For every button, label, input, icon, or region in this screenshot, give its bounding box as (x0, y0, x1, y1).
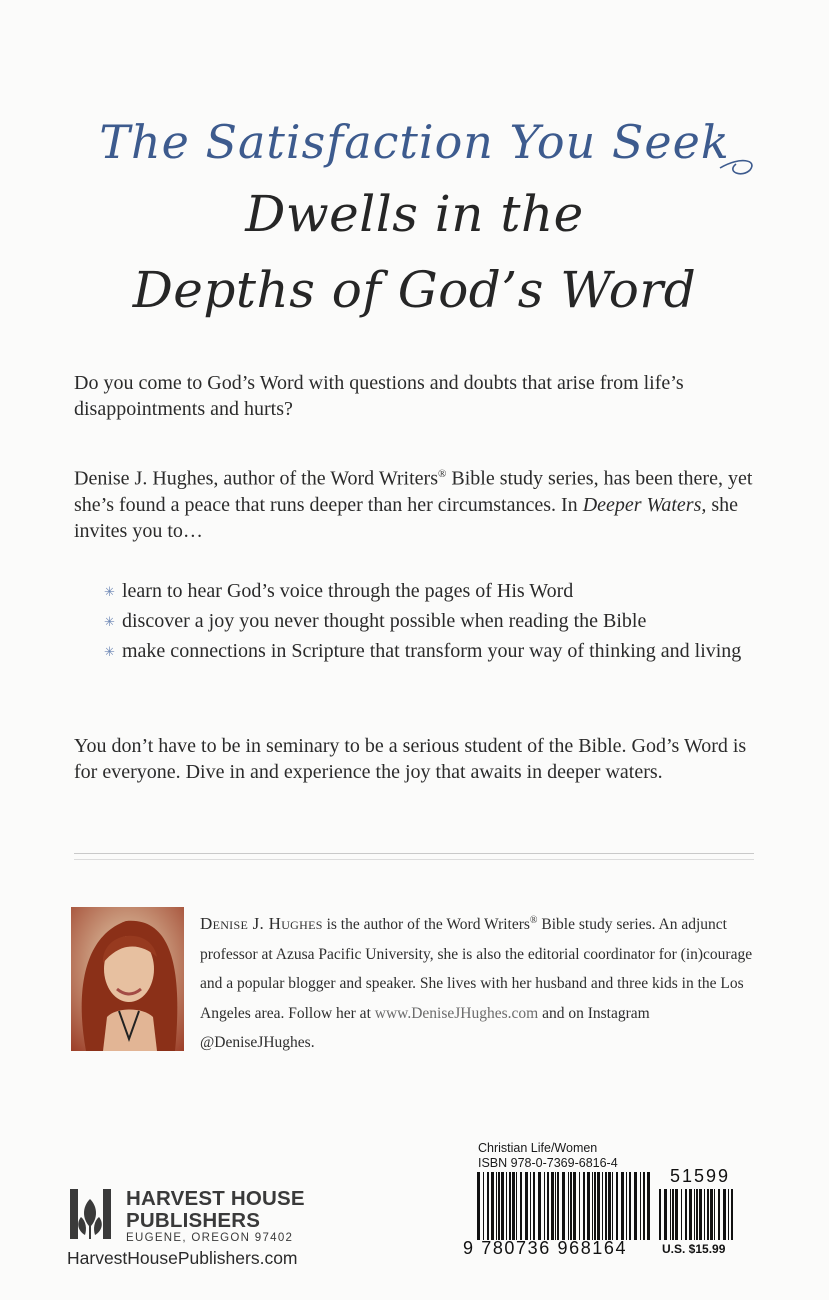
barcode-bar (544, 1172, 545, 1240)
category-block (478, 1141, 618, 1171)
barcode-bar (555, 1172, 556, 1240)
barcode-bar (538, 1172, 541, 1240)
list-item-text: learn to hear God’s voice through the pages of His Word (122, 580, 574, 602)
barcode-bar (506, 1172, 507, 1240)
barcode-bar (501, 1172, 504, 1240)
barcode-bar (608, 1172, 611, 1240)
barcode-bar (626, 1172, 627, 1240)
publisher-website-link[interactable]: HarvestHousePublishers.com (67, 1248, 298, 1268)
barcode-bar (605, 1172, 607, 1240)
barcode-digits: 9 780736 968164 (463, 1238, 628, 1258)
barcode-bar (573, 1172, 576, 1240)
barcode-bar (629, 1172, 631, 1240)
barcode-bar (723, 1189, 726, 1240)
barcode-bar (728, 1189, 729, 1240)
barcode-bar (557, 1172, 559, 1240)
barcode-bar (694, 1189, 695, 1240)
publisher-name (126, 1188, 305, 1232)
author-bio-part-2: Bible study series. An adjunct professor at Azusa Pacific University, she is also the editorial coordinator for (in)courage and a popular blogger and speaker. She lives with her husband and three kids in the Los Angeles area. Follow her at (200, 916, 753, 1022)
barcode-bar (664, 1189, 667, 1240)
intro-paragraph: Do you come to God’s Word with questions and doubts that arise from life’s disappointments and hurts? (74, 372, 684, 420)
registered-mark: ® (438, 468, 447, 480)
list-item-text: make connections in Scripture that transform your way of thinking and living (122, 640, 742, 662)
barcode-bar (587, 1172, 590, 1240)
barcode-bar (520, 1172, 522, 1240)
barcode-bar (681, 1189, 682, 1240)
barcode-bar (547, 1172, 549, 1240)
author-name: Denise J. Hughes (200, 914, 323, 934)
barcode-bar (672, 1189, 674, 1240)
price-addon-digits: 51599 (669, 1166, 731, 1186)
category-label: Christian Life/Women (478, 1141, 598, 1155)
publisher-location: EUGENE, OREGON 97402 (126, 1232, 294, 1244)
barcode-bar (491, 1172, 494, 1240)
harvest-house-logo-icon (68, 1187, 113, 1243)
barcode-bar (718, 1189, 720, 1240)
barcode-bar (643, 1172, 645, 1240)
list-item (104, 608, 754, 634)
author-bio (200, 906, 760, 1058)
barcode-bar (670, 1189, 671, 1240)
headline-flourish (90, 150, 760, 180)
headline-line-1: The Satisfaction You Seek (99, 115, 730, 169)
author-photo (71, 907, 184, 1051)
headline-line-2: Dwells in the (245, 185, 584, 243)
headline (0, 108, 829, 328)
barcode-bar (597, 1172, 600, 1240)
barcode-bar (640, 1172, 641, 1240)
barcode-bar (579, 1172, 580, 1240)
barcode-bar (696, 1189, 698, 1240)
headline-line-3: Depths of God’s Word (132, 261, 697, 319)
barcode-bar (704, 1189, 705, 1240)
barcode-bar (707, 1189, 709, 1240)
barcode-bar (533, 1172, 535, 1240)
barcode-bar (731, 1189, 733, 1240)
barcode-bar (512, 1172, 515, 1240)
barcode-bar (602, 1172, 603, 1240)
barcode-bar (509, 1172, 511, 1240)
section-divider-secondary (74, 859, 754, 860)
barcode-bar (612, 1172, 613, 1240)
barcode-bar (562, 1172, 565, 1240)
barcode-bar (647, 1172, 650, 1240)
barcode-bar (699, 1189, 702, 1240)
barcode-bar (685, 1189, 687, 1240)
barcode-bar (477, 1172, 480, 1240)
closing-paragraph: You don’t have to be in seminary to be a serious student of the Bible. God’s Word is for everyone. Dive in and experience the joy that awaits in deeper waters. (74, 735, 747, 783)
barcode-bar (568, 1172, 569, 1240)
description-tail: she invites you to… (74, 493, 739, 542)
description-rest: Bible study series, has been there, yet she’s found a peace that runs deeper than her circumstances. In (74, 467, 753, 516)
section-divider (74, 853, 754, 854)
price-label: U.S. $15.99 (662, 1242, 726, 1256)
author-bio-part-3: and on Instagram @DeniseJHughes. (200, 1004, 650, 1052)
barcode-bar (496, 1172, 497, 1240)
publisher-name-line-2: PUBLISHERS (126, 1209, 261, 1232)
price-addon-barcode (658, 1189, 738, 1240)
asterisk-bullet-icon: ✳ (104, 584, 115, 599)
asterisk-bullet-icon: ✳ (104, 644, 115, 659)
barcode-bar (714, 1189, 715, 1240)
barcode-bar (689, 1189, 692, 1240)
barcode-bar (634, 1172, 637, 1240)
isbn-label: ISBN 978-0-7369-6816-4 (478, 1156, 618, 1170)
barcode-bar (530, 1172, 531, 1240)
barcode-bar (551, 1172, 554, 1240)
author-website-link[interactable]: www.DeniseJHughes.com (374, 1004, 539, 1022)
list-item-text: discover a joy you never thought possible when reading the Bible (122, 610, 647, 632)
barcode-bar (483, 1172, 484, 1240)
barcode-bar (675, 1189, 678, 1240)
barcode-bar (710, 1189, 713, 1240)
barcode-bar (498, 1172, 500, 1240)
barcode-bar (583, 1172, 585, 1240)
barcode-bar (621, 1172, 624, 1240)
isbn-barcode (476, 1172, 650, 1240)
barcode-bar (592, 1172, 593, 1240)
list-item (104, 578, 754, 604)
author-bio-part-1: is the author of the Word Writers (322, 916, 530, 934)
list-item (104, 638, 754, 664)
description-lead: Denise J. Hughes, author of the Word Writers (74, 467, 438, 490)
barcode-bar (487, 1172, 489, 1240)
publisher-name-line-1: HARVEST HOUSE (126, 1187, 305, 1210)
description-paragraph (74, 461, 764, 544)
book-title: Deeper Waters, (582, 493, 707, 516)
barcode-bar (570, 1172, 572, 1240)
barcode-bar (516, 1172, 517, 1240)
barcode-bar (525, 1172, 528, 1240)
asterisk-bullet-icon: ✳ (104, 614, 115, 629)
barcode-bar (594, 1172, 596, 1240)
barcode-bar (616, 1172, 618, 1240)
barcode-bar (659, 1189, 661, 1240)
author-registered-mark: ® (529, 915, 538, 926)
benefit-list (104, 578, 754, 668)
